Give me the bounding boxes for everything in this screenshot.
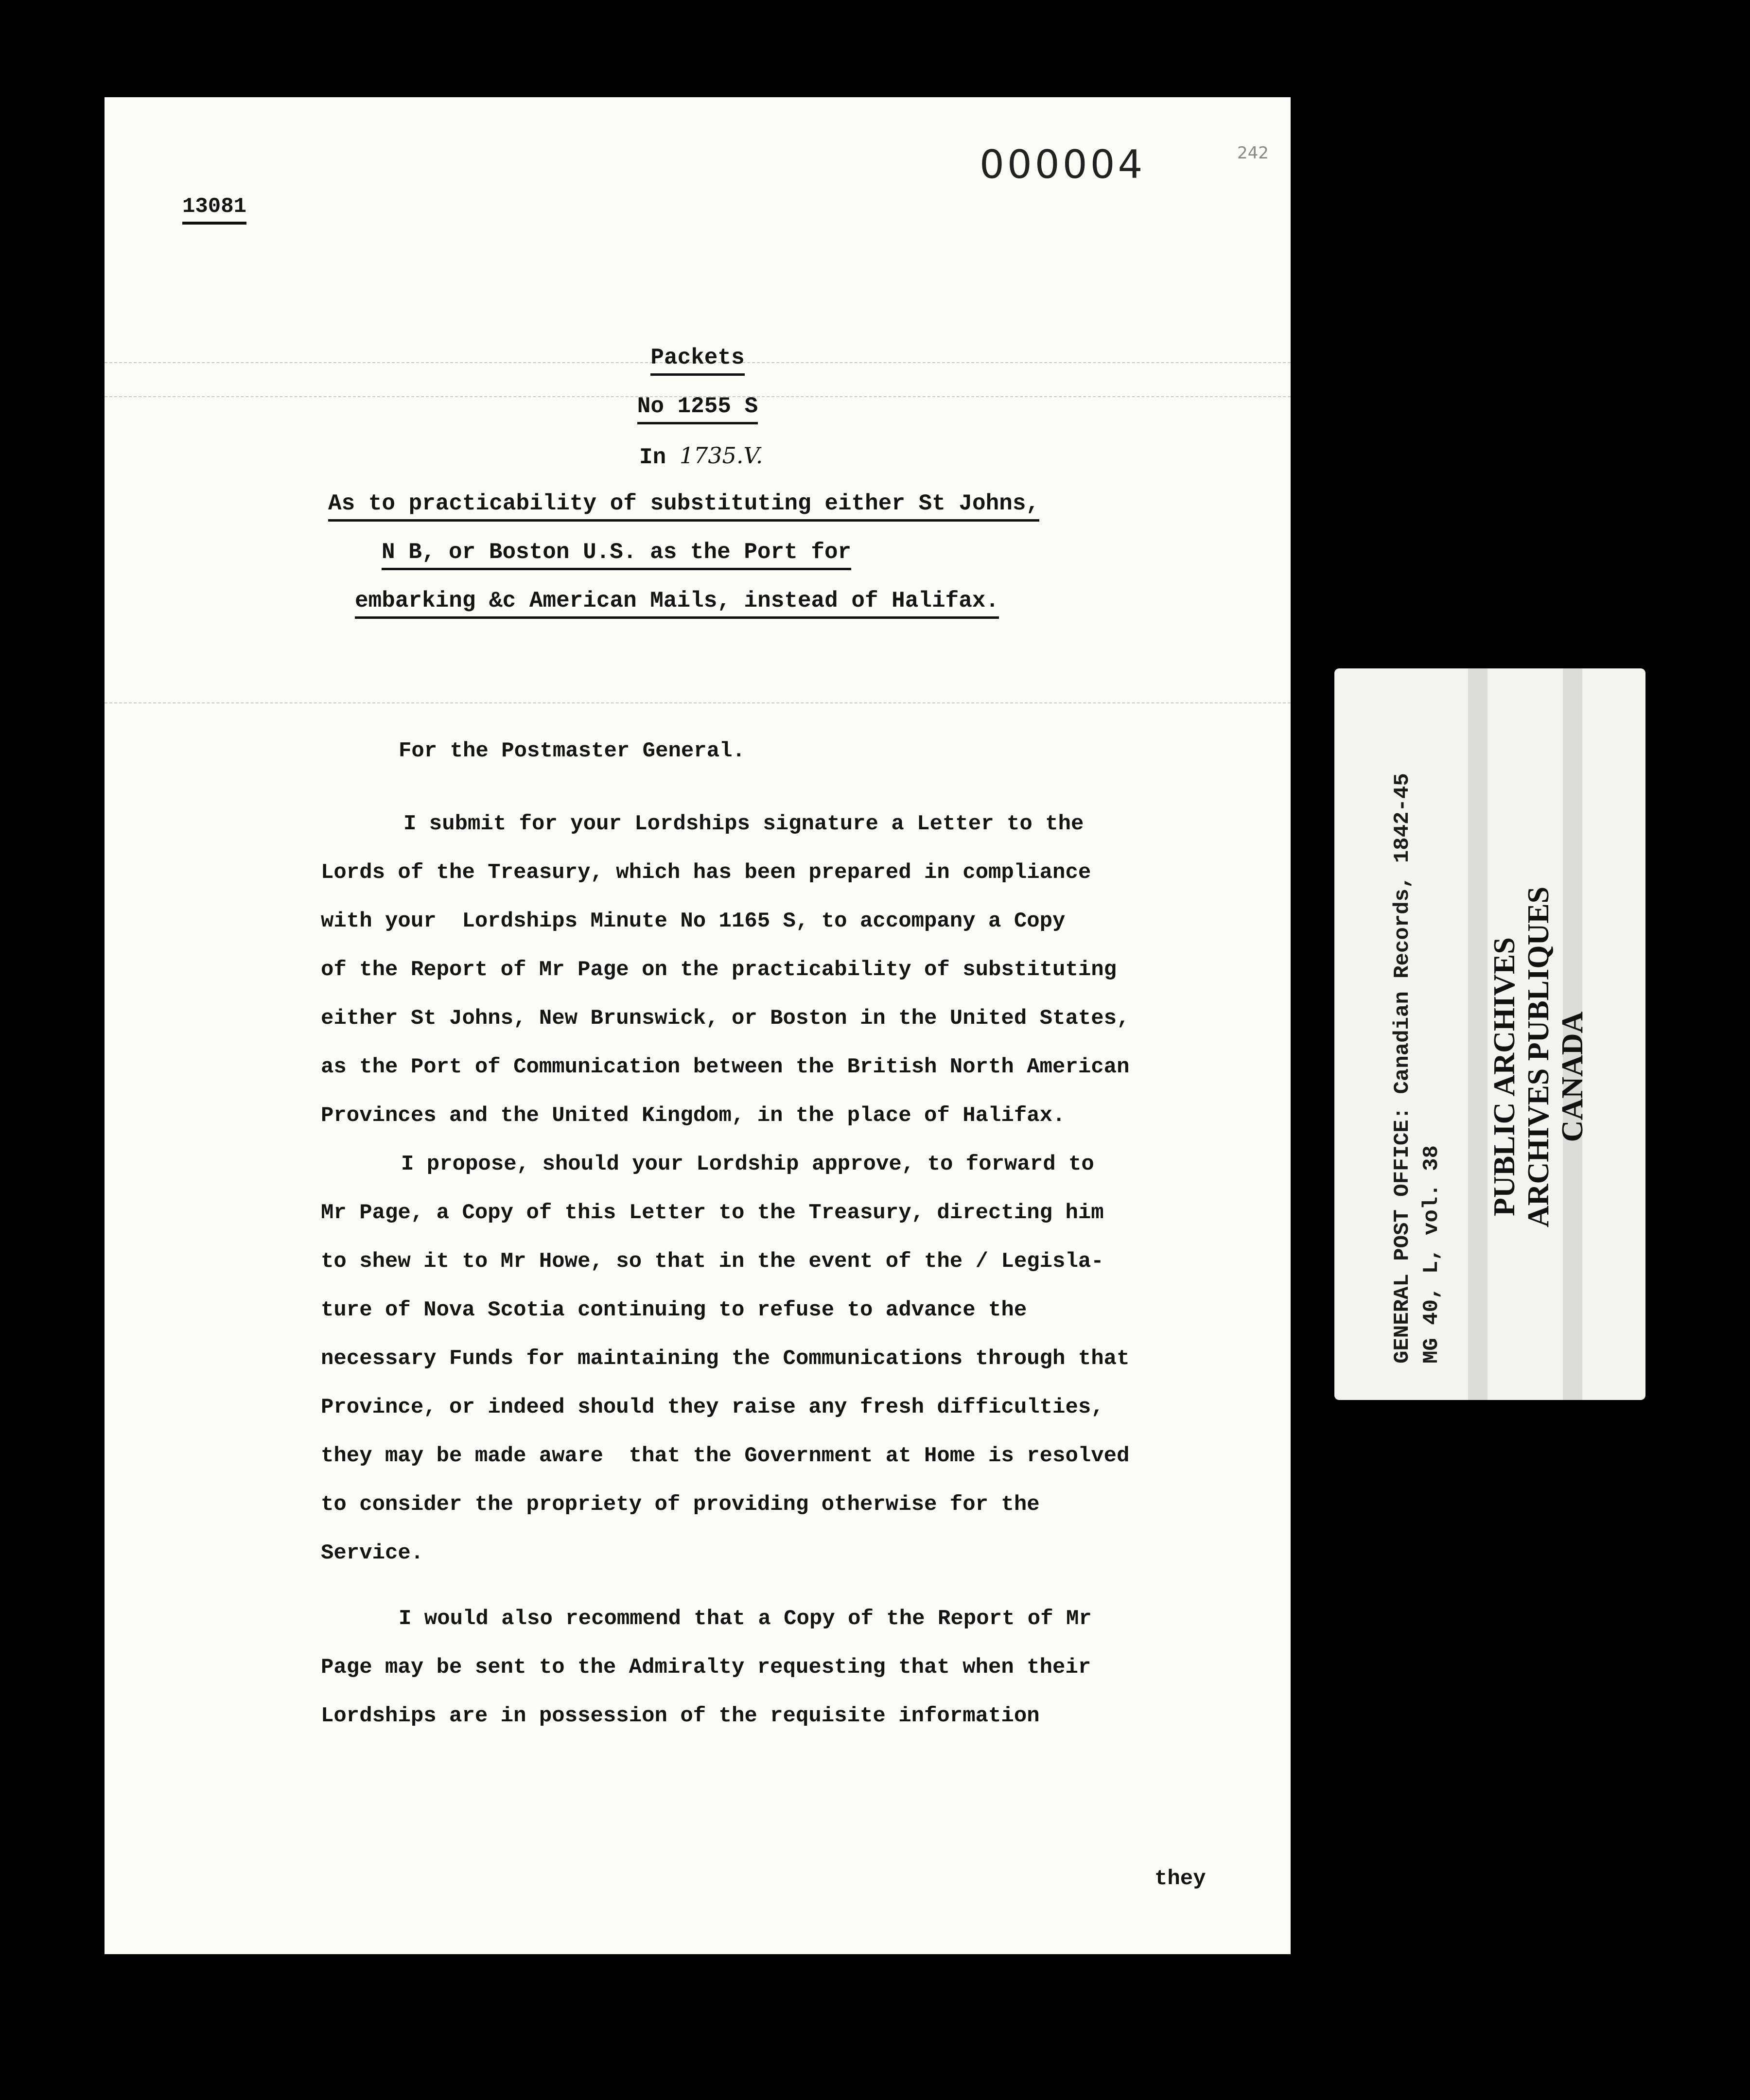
body-line: ture of Nova Scotia continuing to refuse to advance the <box>321 1298 1027 1322</box>
in-reference-line <box>639 442 763 470</box>
archive-stamp-number: 000004 <box>980 142 1146 187</box>
body-line: I propose, should your Lordship approve, to forward to <box>401 1152 1094 1176</box>
body-line: I submit for your Lordships signature a Letter to the <box>403 812 1084 836</box>
body-line: Lordships are in possession of the requisite information <box>321 1704 1040 1728</box>
body-line: Lords of the Treasury, which has been prepared in compliance <box>321 860 1091 885</box>
addressee-line: For the Postmaster General. <box>399 739 745 763</box>
archive-institution <box>1488 886 1590 1227</box>
document-page <box>105 97 1291 1954</box>
body-line: Page may be sent to the Admiralty requesting that when their <box>321 1655 1091 1680</box>
archive-label <box>1334 668 1645 1400</box>
subject-line: N B, or Boston U.S. as the Port for <box>382 540 851 570</box>
subject-line: As to practicability of substituting either St Johns, <box>328 491 1039 522</box>
body-line: to shew it to Mr Howe, so that in the event of the / Legisla- <box>321 1249 1104 1274</box>
body-line: I would also recommend that a Copy of the Report of Mr <box>399 1607 1092 1631</box>
body-line: with your Lordships Minute No 1165 S, to accompany a Copy <box>321 909 1066 933</box>
heading-number-text: No 1255 S <box>637 394 758 424</box>
heading-section <box>105 345 1291 370</box>
fold-line <box>105 702 1291 703</box>
body-line: Mr Page, a Copy of this Letter to the Treasury, directing him <box>321 1201 1104 1225</box>
body-line: they may be made aware that the Government at Home is resolved <box>321 1444 1130 1468</box>
body-line: either St Johns, New Brunswick, or Boston in the United States, <box>321 1006 1130 1031</box>
institution-line: PUBLIC ARCHIVES <box>1488 937 1521 1216</box>
folio-number: 242 <box>1237 143 1269 163</box>
body-line: Province, or indeed should they raise any fresh difficulties, <box>321 1395 1104 1419</box>
in-reference-handwritten: 1735.V. <box>679 442 763 469</box>
body-line: of the Report of Mr Page on the practicability of substituting <box>321 958 1117 982</box>
body-line: Service. <box>321 1541 424 1565</box>
catchword: they <box>1155 1867 1206 1891</box>
heading-section-text: Packets <box>650 345 744 376</box>
reference-number: 13081 <box>182 194 246 225</box>
subject-line: embarking &c American Mails, instead of Halifax. <box>355 588 999 619</box>
institution-line: ARCHIVES PUBLIQUES <box>1522 886 1555 1227</box>
heading-number <box>105 394 1291 419</box>
institution-line: CANADA <box>1556 1011 1589 1142</box>
record-line: GENERAL POST OFFICE: Canadian Records, 1842-45 <box>1390 773 1415 1364</box>
body-line: to consider the propriety of providing otherwise for the <box>321 1492 1040 1517</box>
body-line: necessary Funds for maintaining the Communications through that <box>321 1347 1130 1371</box>
record-line: MG 40, L, vol. 38 <box>1419 1145 1444 1364</box>
in-label: In <box>639 445 666 470</box>
label-divider <box>1468 668 1488 1400</box>
body-line: as the Port of Communication between the British North American <box>321 1055 1130 1079</box>
body-line: Provinces and the United Kingdom, in the place of Halifax. <box>321 1103 1066 1128</box>
archive-record-reference <box>1388 773 1446 1364</box>
